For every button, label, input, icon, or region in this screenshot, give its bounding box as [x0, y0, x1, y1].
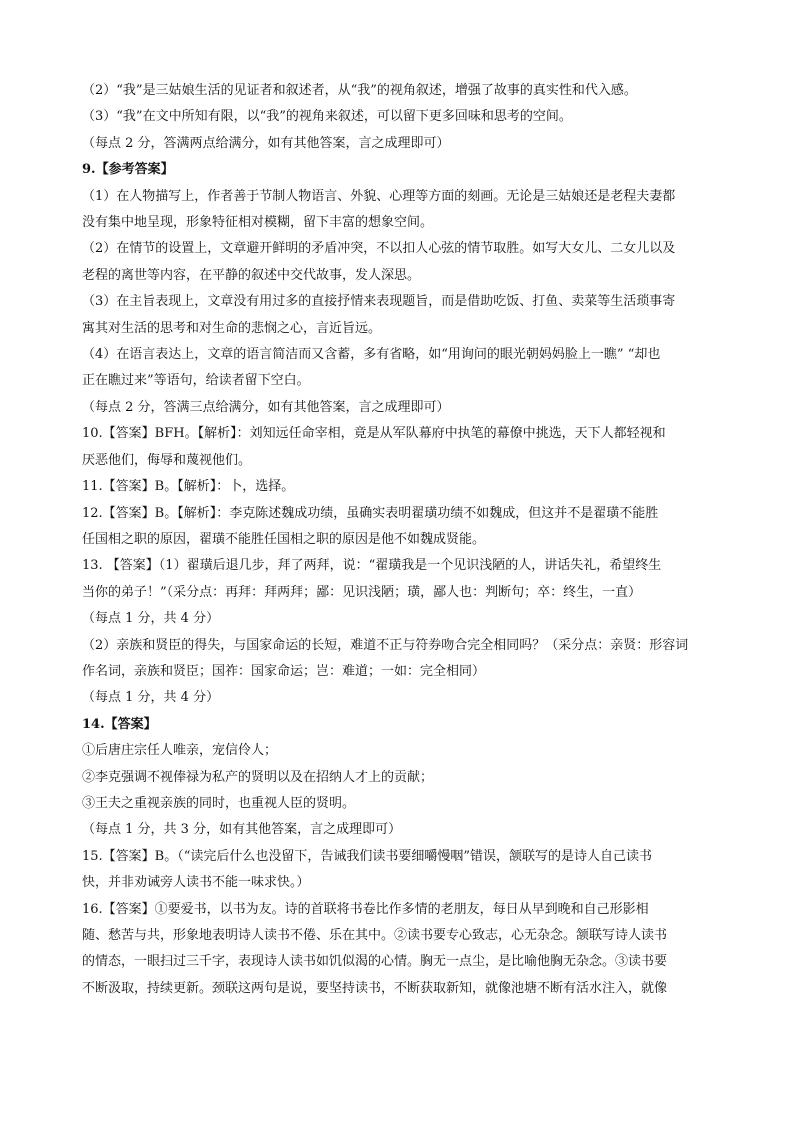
text-line: （3）“我”在文中所知有限，以“我”的视角来叙述，可以留下更多回味和思考的空间。 — [82, 109, 572, 125]
text-line: 15.【答案】B。（“读完后什么也没留下，告诫我们读书要细嚼慢咽”错误，颔联写的是诗人自己读书 — [82, 848, 653, 864]
text-line: 不断汲取，持续更新。颈联这两句是说，要坚持读书，不断获取新知，就像池塘不断有活水注入，就像 — [82, 980, 668, 996]
text-line: 的情态，一眼扫过三千字，表现诗人读书如饥似渴的心情。胸无一点尘，是比喻他胸无杂念。③读书要 — [82, 954, 668, 970]
text-line: 寓其对生活的思考和对生命的悲悯之心，言近旨远。 — [82, 320, 382, 336]
text-line: 作名词，亲族和贤臣；国祚：国家命运；岂：难道；一如：完全相同） — [82, 663, 486, 679]
text-line: 11.【答案】B。【解析】：卜，选择。 — [82, 479, 295, 495]
text-line: ③王夫之重视亲族的同时，也重视人臣的贤明。 — [82, 795, 356, 811]
text-line: （2）亲族和贤臣的得失，与国家命运的长短，难道不正与符券吻合完全相同吗？（采分点：亲贤：形容词 — [82, 637, 689, 653]
text-line: 16.【答案】①要爱书，以书为友。诗的首联将书卷比作多情的老朋友，每日从早到晚和自己形影相 — [82, 901, 649, 917]
text-line: （每点 2 分，答满三点给满分，如有其他答案，言之成理即可） — [82, 399, 450, 415]
text-line: 13. 【答案】（1）翟璜后退几步，拜了两拜，说：“翟璜我是一个见识浅陋的人，讲话失礼，希望终生 — [82, 558, 662, 574]
text-line: （4）在语言表达上，文章的语言简洁而又含蓄，多有省略，如“用询问的眼光朝妈妈脸上一瞧” “却也 — [82, 347, 661, 363]
text-line: ①后唐庄宗任人唯亲，宠信伶人； — [82, 743, 278, 759]
section-heading: 14.【答案】 — [82, 716, 157, 732]
text-line: （2）“我”是三姑娘生活的见证者和叙述者，从“我”的视角叙述，增强了故事的真实性和代入感。 — [82, 83, 637, 98]
text-line: 任国相之职的原因，翟璜不能胜任国相之职的原因是他不如魏成贤能。 — [82, 531, 486, 547]
text-line: （2）在情节的设置上，文章避开鲜明的矛盾冲突，不以扣人心弦的情节取胜。如写大女儿、二女儿以及 — [82, 241, 676, 257]
text-line: 10.【答案】BFH。【解析】：刘知远任命宰相，竟是从军队幕府中执笔的幕僚中挑选，天下人都轻视和 — [82, 426, 666, 442]
text-line: （3）在主旨表现上，文章没有用过多的直接抒情来表现题旨，而是借助吃饭、打鱼、卖菜等生活琐事寄 — [82, 294, 676, 310]
text-line: （每点 1 分，共 3 分，如有其他答案，言之成理即可） — [82, 822, 402, 838]
text-line: 快，并非劝诫旁人读书不能一味求快。） — [82, 875, 310, 891]
text-line: （1）在人物描写上，作者善于节制人物语言、外貌、心理等方面的刻画。无论是三姑娘还是老程夫妻都 — [82, 188, 676, 204]
section-heading: 9.【参考答案】 — [82, 162, 174, 178]
text-line: 没有集中地呈现，形象特征相对模糊，留下丰富的想象空间。 — [82, 215, 434, 231]
text-line: （每点 2 分，答满两点给满分，如有其他答案，言之成理即可） — [82, 135, 450, 151]
text-line: 厌恶他们，侮辱和蔑视他们。 — [82, 452, 252, 468]
text-line: （每点 1 分，共 4 分） — [82, 690, 220, 706]
text-line: 正在瞧过来”等语句，给读者留下空白。 — [82, 373, 310, 389]
text-line: 随、愁苦与共，形象地表明诗人读书不倦、乐在其中。②读书要专心致志，心无杂念。颔联写诗人读书 — [82, 928, 668, 943]
text-line: 老程的离世等内容，在平静的叙述中交代故事，发人深思。 — [82, 267, 421, 283]
text-line: 12.【答案】B。【解析】：李克陈述魏成功绩，虽确实表明翟璜功绩不如魏成，但这并不是翟璜不能胜 — [82, 505, 659, 521]
text-line: 当你的弟子！”（采分点：再拜：拜两拜；鄙：见识浅陋；璜，鄙人也：判断句；卒：终生，一直） — [82, 584, 642, 600]
text-line: （每点 1 分，共 4 分） — [82, 611, 220, 627]
text-line: ②李克强调不视俸禄为私产的贤明以及在招纳人才上的贡献； — [82, 769, 434, 785]
